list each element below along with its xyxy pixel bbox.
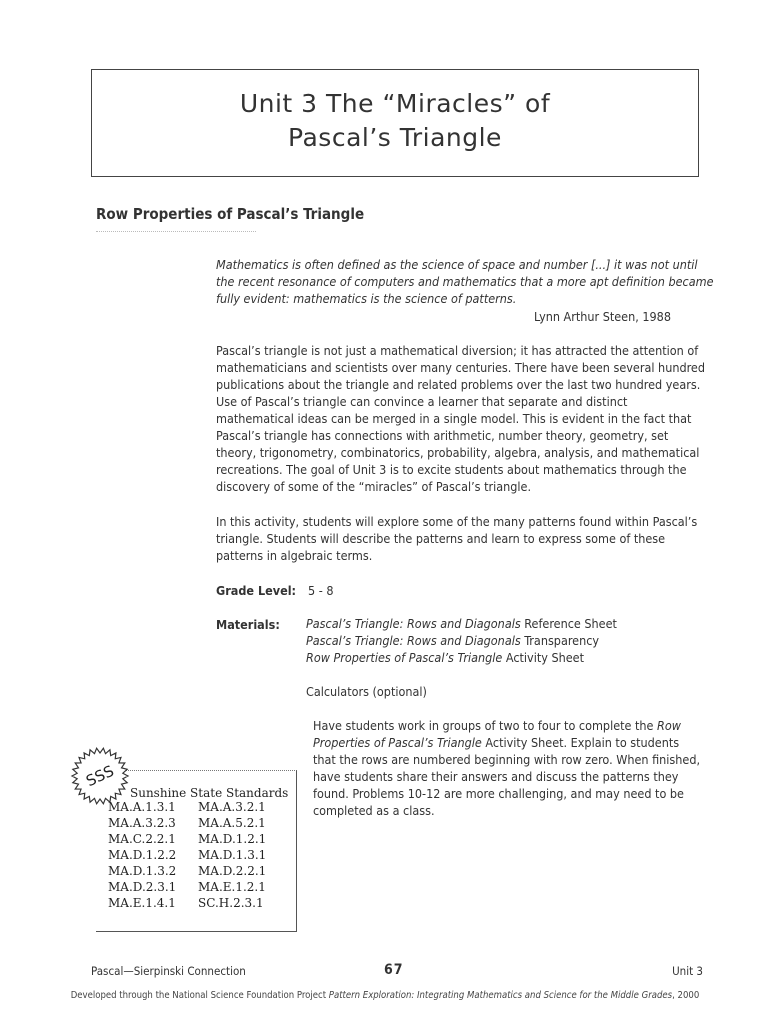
instructions-italic: Properties of Pascal’s Triangle	[313, 735, 482, 750]
grade-level-label: Grade Level:	[216, 583, 297, 598]
paragraph-line: found. Problems 10-12 are more challenging, and may need to be	[313, 786, 684, 801]
paragraph-line: recreations. The goal of Unit 3 is to excite students about mathematics through the	[216, 462, 687, 477]
footer-credit	[0, 990, 770, 1001]
standard-code: MA.A.3.2.3	[108, 816, 176, 830]
standard-code: MA.A.3.2.1	[198, 800, 266, 814]
paragraph-line: Use of Pascal’s triangle can convince a learner that separate and distinct	[216, 394, 628, 409]
credit-suffix: , 2000	[672, 990, 700, 1001]
material-suffix: Reference Sheet	[520, 616, 617, 631]
quote-line: fully evident: mathematics is the science of patterns.	[216, 291, 517, 306]
standard-code: MA.D.1.3.2	[108, 864, 177, 878]
activity-paragraph	[216, 513, 716, 564]
paragraph-line: theory, trigonometry, combinatorics, probability, algebra, analysis, and mathematical	[216, 445, 700, 460]
calculators-note: Calculators (optional)	[306, 684, 427, 699]
paragraph-line: patterns in algebraic terms.	[216, 548, 373, 563]
standard-code: MA.E.1.2.1	[198, 880, 266, 894]
standard-code: MA.D.1.2.2	[108, 848, 177, 862]
paragraph-line: Pascal’s triangle has connections with arithmetic, number theory, geometry, set	[216, 428, 669, 443]
material-suffix: Activity Sheet	[502, 650, 584, 665]
section-rule	[96, 231, 256, 232]
section-heading: Row Properties of Pascal’s Triangle	[96, 205, 365, 223]
paragraph-line: triangle. Students will describe the patterns and learn to express some of these	[216, 531, 666, 546]
materials-label: Materials:	[216, 617, 280, 632]
footer-left: Pascal—Sierpinski Connection	[91, 964, 246, 978]
quote-line: the recent resonance of computers and mathematics that a more apt definition became	[216, 274, 714, 289]
paragraph-line: Pascal’s triangle is not just a mathematical diversion; it has attracted the attention of	[216, 343, 699, 358]
title-line-1: Unit 3 The “Miracles” of	[239, 89, 551, 118]
credit-title: Pattern Exploration: Integrating Mathematics and Science for the Middle Grades	[328, 990, 673, 1001]
standards-row	[108, 895, 266, 911]
title-box	[91, 69, 699, 177]
intro-paragraph	[216, 342, 716, 495]
paragraph-line: In this activity, students will explore some of the many patterns found within Pascal’s	[216, 514, 698, 529]
paragraph-line: publications about the triangle and related problems over the last two hundred years.	[216, 377, 701, 392]
paragraph-line	[313, 717, 713, 734]
standards-title: Sunshine State Standards	[130, 786, 289, 800]
standard-code: MA.D.2.2.1	[198, 864, 267, 878]
standard-code: MA.D.2.3.1	[108, 880, 177, 894]
instructions-text: Activity Sheet. Explain to students	[481, 735, 680, 750]
paragraph-line	[313, 734, 713, 751]
standards-row	[108, 847, 266, 863]
paragraph-line: that the rows are numbered beginning with row zero. When finished,	[313, 752, 701, 767]
instructions-italic: Row	[657, 718, 681, 733]
paragraph-line: completed as a class.	[313, 803, 435, 818]
sss-badge-icon	[70, 746, 130, 806]
standards-row	[108, 815, 266, 831]
standards-row	[108, 879, 266, 895]
material-item	[306, 632, 617, 649]
badge-text: SSS	[83, 761, 117, 791]
standard-code: MA.D.1.2.1	[198, 832, 267, 846]
standard-code: MA.E.1.4.1	[108, 896, 176, 910]
paragraph-line: discovery of some of the “miracles” of Pascal’s triangle.	[216, 479, 532, 494]
material-title: Pascal’s Triangle: Rows and Diagonals	[306, 616, 521, 631]
instructions-paragraph	[313, 717, 713, 819]
quote	[216, 256, 716, 307]
material-title: Pascal’s Triangle: Rows and Diagonals	[306, 633, 521, 648]
material-suffix: Transparency	[520, 633, 600, 648]
material-item	[306, 649, 617, 666]
paragraph-line: mathematicians and scientists over many centuries. There have been several hundred	[216, 360, 705, 375]
paragraph-line: have students share their answers and discuss the patterns they	[313, 769, 679, 784]
standards-row	[108, 799, 266, 815]
materials-list	[306, 615, 617, 666]
standard-code: MA.D.1.3.1	[198, 848, 267, 862]
standards-table	[108, 799, 266, 911]
standard-code: SC.H.2.3.1	[198, 896, 264, 910]
footer-right: Unit 3	[672, 964, 703, 978]
paragraph-line: mathematical ideas can be merged in a single model. This is evident in the fact that	[216, 411, 692, 426]
standards-row	[108, 863, 266, 879]
instructions-text: Have students work in groups of two to four to complete the	[313, 718, 658, 733]
quote-author: Lynn Arthur Steen, 1988	[533, 309, 671, 324]
credit-prefix: Developed through the National Science Foundation Project	[70, 990, 329, 1001]
title-line-2: Pascal’s Triangle	[288, 123, 502, 152]
standard-code: MA.A.1.3.1	[108, 800, 176, 814]
material-title: Row Properties of Pascal’s Triangle	[306, 650, 503, 665]
standard-code: MA.C.2.2.1	[108, 832, 176, 846]
standards-row	[108, 831, 266, 847]
grade-level-value: 5 - 8	[308, 583, 334, 598]
page-number: 67	[384, 962, 404, 978]
material-item	[306, 615, 617, 632]
standard-code: MA.A.5.2.1	[198, 816, 266, 830]
quote-line: Mathematics is often defined as the science of space and number [...] it was not until	[216, 257, 698, 272]
